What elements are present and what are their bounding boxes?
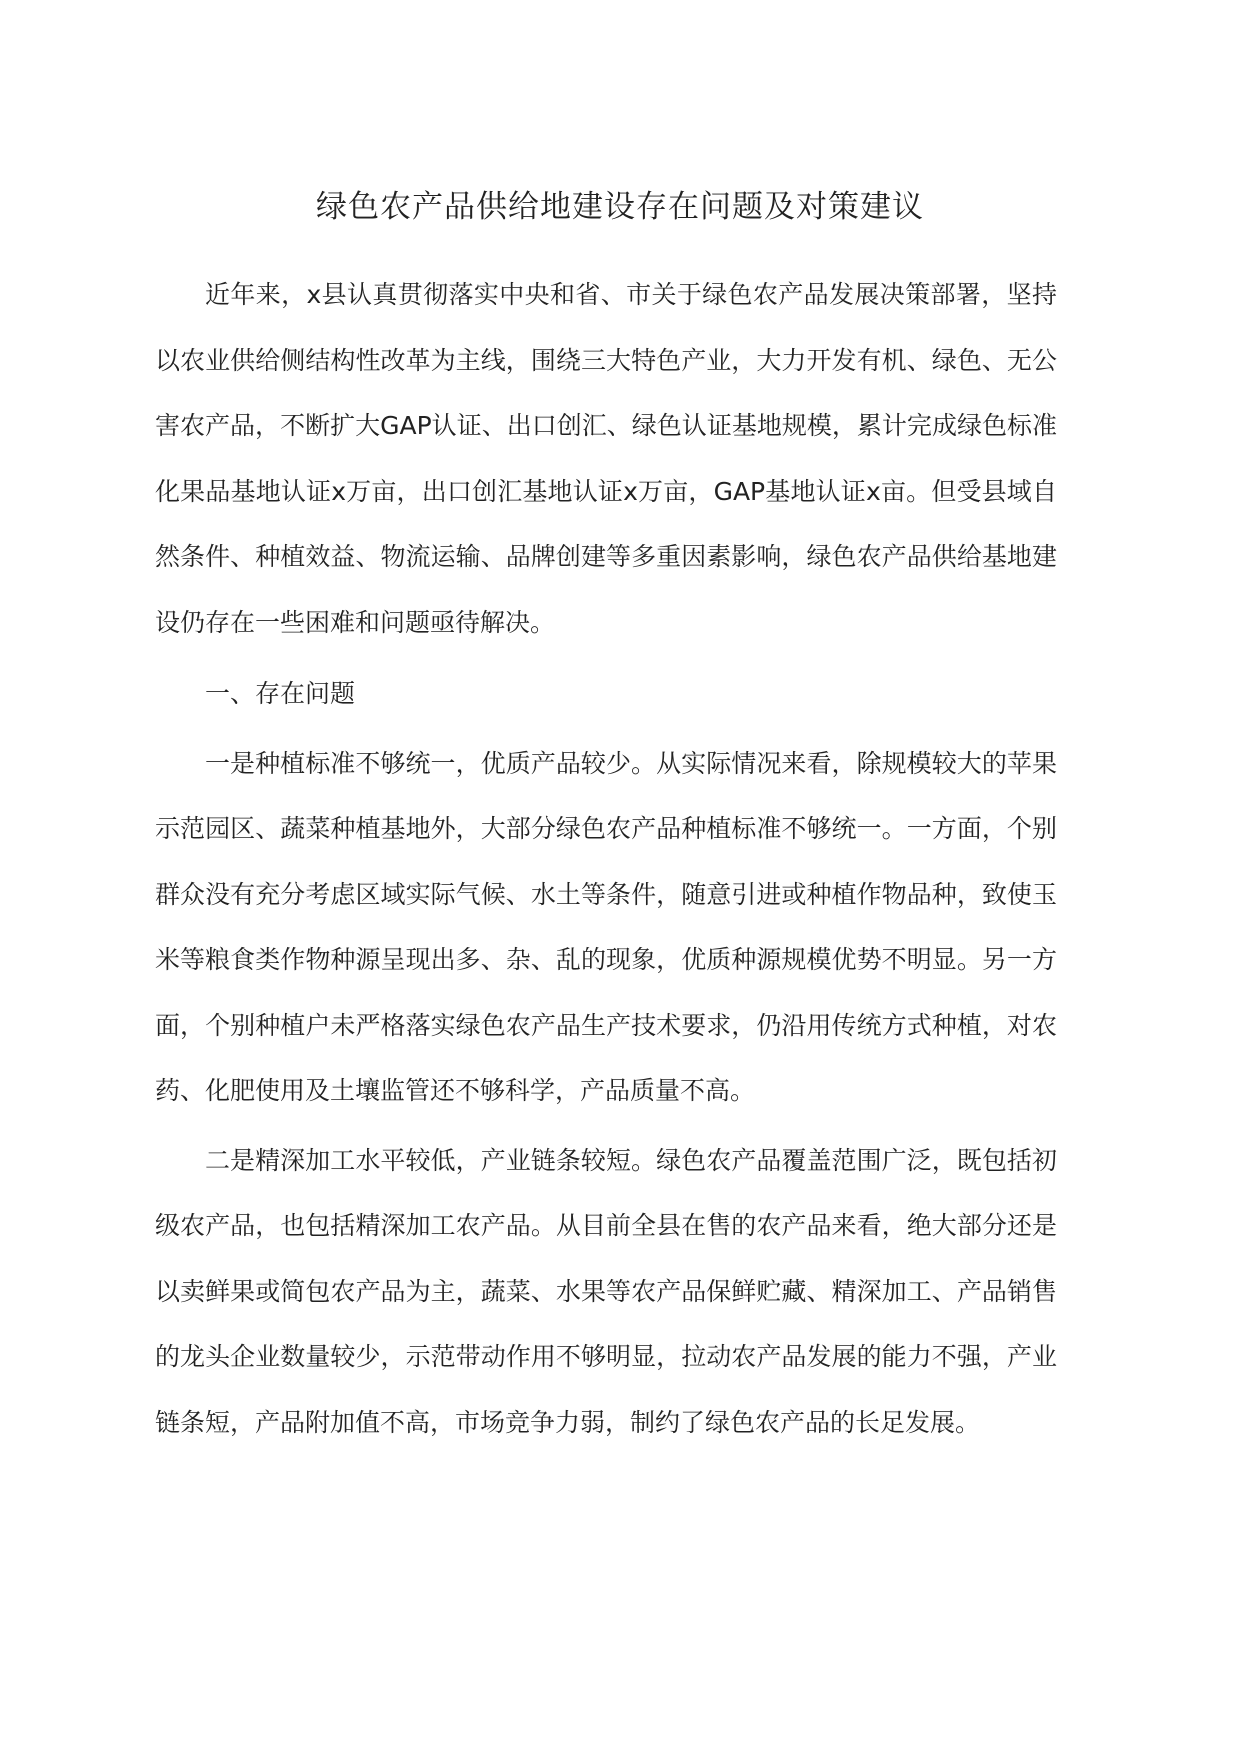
section-heading-problems: 一、存在问题 (205, 679, 356, 708)
problem-paragraph-two: 二是精深加工水平较低，产业链条较短。绿色农产品覆盖范围广泛，既包括初级农产品，也包括精深加工农产品。从目前全县在售的农产品来看，绝大部分还是以卖鲜果或简包农产品为主，蔬菜、水果等农产品保鲜贮藏、精深加工、产品销售的龙头企业数量较少，示范带动作用不够明显，拉动农产品发展的能力不强，产业链条短，产品附加值不高，市场竞争力弱，制约了绿色农产品的长足发展。 (155, 1145, 1057, 1437)
intro-paragraph: 近年来，x县认真贯彻落实中央和省、市关于绿色农产品发展决策部署，坚持以农业供给侧结构性改革为主线，围绕三大特色产业，大力开发有机、绿色、无公害农产品，不断扩大GAP认证、出口创汇、绿色认证基地规模，累计完成绿色标准化果品基地认证x万亩，出口创汇基地认证x万亩，GAP基地认证x亩。但受县域自然条件、种植效益、物流运输、品牌创建等多重因素影响，绿色农产品供给基地建设仍存在一些困难和问题亟待解决。 (155, 280, 1057, 637)
problem-paragraph-one: 一是种植标准不够统一，优质产品较少。从实际情况来看，除规模较大的苹果示范园区、蔬菜种植基地外，大部分绿色农产品种植标准不够统一。一方面，个别群众没有充分考虑区域实际气候、水土等条件，随意引进或种植作物品种，致使玉米等粮食类作物种源呈现出多、杂、乱的现象，优质种源规模优势不明显。另一方面，个别种植户未严格落实绿色农产品生产技术要求，仍沿用传统方式种植，对农药、化肥使用及土壤监管还不够科学，产品质量不高。 (155, 748, 1057, 1105)
document-body (155, 262, 1057, 1459)
document-title: 绿色农产品供给地建设存在问题及对策建议 (316, 189, 924, 225)
